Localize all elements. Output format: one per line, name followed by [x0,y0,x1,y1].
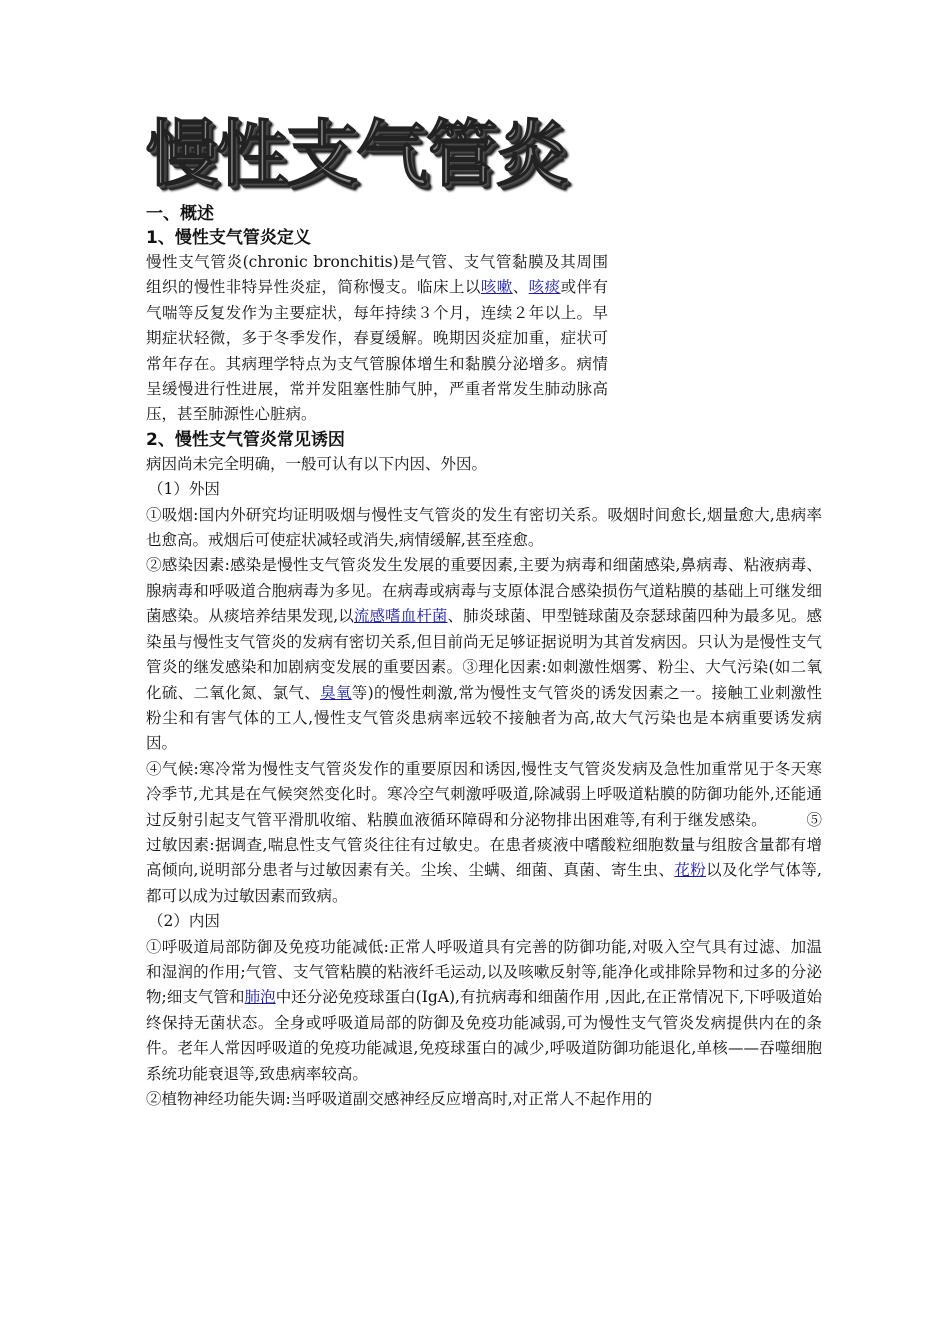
external-cause-smoking: ①吸烟:国内外研究均证明吸烟与慢性支气管炎的发生有密切关系。吸烟时间愈长,烟量愈大,患病率也愈高。戒烟后可使症状减轻或消失,病情缓解,甚至痊愈。 [146,505,822,550]
infection-text-c: 等)的慢性刺激,常为慢性支气管炎的诱发因素之一。接触工业刺激性粉尘和有害气体的工人,慢性支气管炎患病率远较不接触者为高,故大气污染也是本病重要诱发病因。 [146,683,822,753]
link-cough[interactable]: 咳嗽 [480,278,513,297]
external-cause-infection [146,553,822,756]
definition-paragraph [146,250,608,428]
subheading-definition: 1、慢性支气管炎定义 [146,228,311,248]
climate-text-b: 以及化学气体等,都可以成为过敏因素而致病。 [146,861,822,905]
external-cause-climate [146,757,822,909]
link-ozone[interactable]: 臭氧 [320,683,352,702]
definition-text-a: 慢性支气管炎(chronic bronchitis)是气管、支气管黏膜及其周围组织的慢性非特异性炎症，简称慢支。临床上以 [146,253,608,297]
external-causes-label: （1）外因 [148,480,220,499]
internal-causes-label: （2）内因 [148,912,220,931]
section-heading-overview: 一、概述 [146,204,214,224]
infection-text-b: 、肺炎球菌、甲型链球菌及奈瑟球菌四种为最多见。感染虽与慢性支气管炎的发病有密切关系,但目前尚无足够证据说明为其首发病因。只认为是慢性支气管炎的继发感染和加剧病变发展的重要因素。③理化因素:如刺激性烟雾、粉尘、大气污染(如二氧化硫、二氧化氮、氯气、 [146,607,822,702]
internal-cause-immunity [146,935,822,1087]
climate-text-a: ④气候:寒冷常为慢性支气管炎发作的重要原因和诱因,慢性支气管炎发病及急性加重常见于冬天寒冷季节,尤其是在气候突然变化时。寒冷空气刺激呼吸道,除减弱上呼吸道粘膜的防御功能外,还能通过反射引起支气管平滑肌收缩、粘膜血液循环障碍和分泌物排出困难等,有利于继发感染。 ⑤过敏因素:据调查,喘息性支气管炎往往有过敏史。在患者痰液中嗜酸粒细胞数量与组胺含量都有增高倾向,说明部分患者与过敏因素有关。尘埃、尘螨、细菌、真菌、寄生虫、 [146,759,822,880]
definition-text-b: 或伴有气喘等反复发作为主要症状，每年持续３个月，连续２年以上。早期症状轻微，多于冬季发作，春夏缓解。晚期因炎症加重，症状可常年存在。其病理学特点为支气管腺体增生和黏膜分泌增多。病情呈缓慢进行性进展，常并发阻塞性肺气肿，严重者常发生肺动脉高压，甚至肺源性心脏病。 [146,278,608,424]
subheading-causes: 2、慢性支气管炎常见诱因 [146,429,345,450]
immunity-text-b: 中还分泌免疫球蛋白(IgA),有抗病毒和细菌作用 ,因此,在正常情况下,下呼吸道始终保持无菌状态。全身或呼吸道局部的防御及免疫功能减弱,可为慢性支气管炎发病提供内在的条件。老年人常因呼吸道的免疫功能减退,免疫球蛋白的减少,呼吸道防御功能退化,单核——吞噬细胞系统功能衰退等,致患病率较高。 [146,988,822,1083]
link-haemophilus-influenzae[interactable]: 流感嗜血杆菌 [353,607,448,626]
link-sputum[interactable]: 咳痰 [528,278,561,297]
document-title-wordart: 慢性支气管炎 [146,112,567,196]
link-pollen[interactable]: 花粉 [674,861,707,880]
separator: 、 [512,278,529,297]
immunity-text-a: ①呼吸道局部防御及免疫功能减低:正常人呼吸道具有完善的防御功能,对吸入空气具有过滤、加温和湿润的作用;气管、支气管粘膜的粘液纤毛运动,以及咳嗽反射等,能净化或排除异物和过多的分泌物;细支气管和 [146,937,822,1007]
infection-text-a: ②感染因素:感染是慢性支气管炎发生发展的重要因素,主要为病毒和细菌感染,鼻病毒、粘液病毒、腺病毒和呼吸道合胞病毒为多见。在病毒或病毒与支原体混合感染损伤气道粘膜的基础上可继发细菌感染。从痰培养结果发现,以 [146,556,822,626]
link-alveoli[interactable]: 肺泡 [244,988,276,1007]
cause-intro: 病因尚未完全明确，一般可认有以下内因、外因。 [146,454,488,473]
document-page [146,110,822,1112]
internal-cause-autonomic: ②植物神经功能失调:当呼吸道副交感神经反应增高时,对正常人不起作用的 [146,1090,653,1108]
